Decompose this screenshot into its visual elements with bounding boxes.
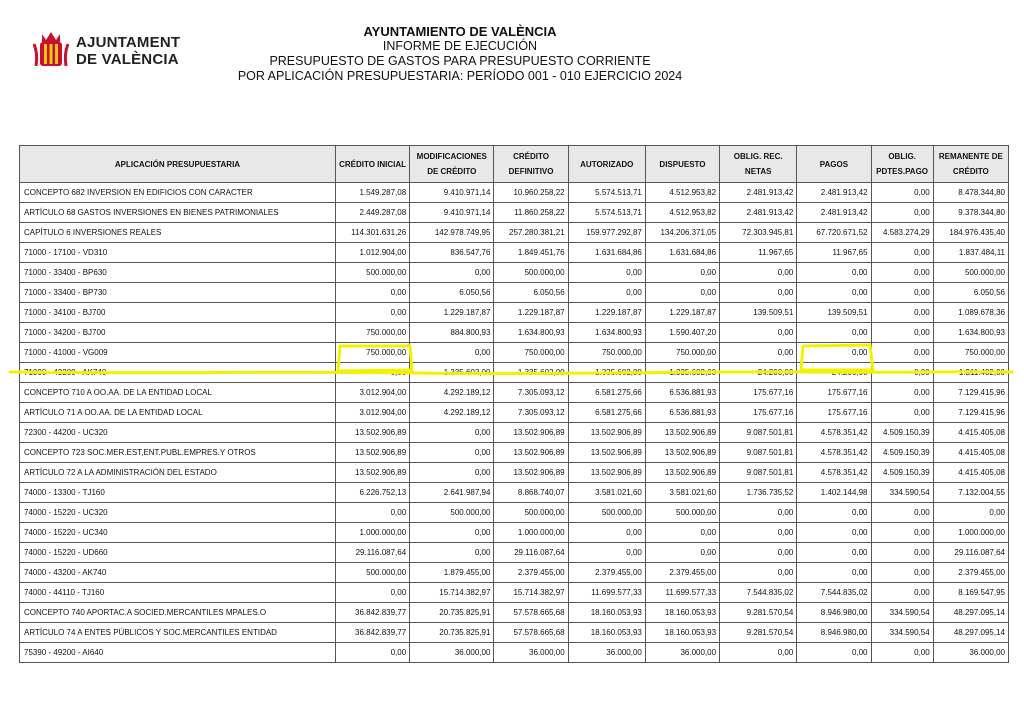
amount-cell: 0,00: [568, 283, 645, 303]
amount-cell: 0,00: [335, 283, 409, 303]
amount-cell: 1.879.455,00: [410, 563, 494, 583]
amount-cell: 0,00: [871, 563, 933, 583]
table-row: [20, 483, 1009, 503]
amount-cell: 0,00: [410, 263, 494, 283]
budget-application-cell: 74000 - 13300 - TJ160: [20, 483, 336, 503]
amount-cell: 48.297.095,14: [933, 603, 1008, 623]
budget-application-cell: ARTÍCULO 74 A ENTES PÚBLICOS Y SOC.MERCANTILES ENTIDAD: [20, 623, 336, 643]
amount-cell: 334.590,54: [871, 623, 933, 643]
budget-application-cell: 72300 - 44200 - UC320: [20, 423, 336, 443]
amount-cell: 1.634.800,93: [568, 323, 645, 343]
amount-cell: 7.129.415,96: [933, 383, 1008, 403]
amount-cell: 15.714.382,97: [494, 583, 568, 603]
table-row: [20, 383, 1009, 403]
amount-cell: 18.160.053,93: [568, 603, 645, 623]
report-period-line: POR APLICACIÓN PRESUPUESTARIA: PERÍODO 001 - 010 EJERCICIO 2024: [237, 69, 683, 83]
amount-cell: 0,00: [797, 323, 871, 343]
amount-cell: 0,00: [335, 503, 409, 523]
amount-cell: 6.581.275,66: [568, 383, 645, 403]
amount-cell: 72.303.945,81: [720, 223, 797, 243]
amount-cell: 0,00: [410, 543, 494, 563]
table-row: [20, 643, 1009, 663]
amount-cell: 13.502.906,89: [645, 423, 719, 443]
amount-cell: 24.200,00: [797, 363, 871, 383]
amount-cell: 9.378.344,80: [933, 203, 1008, 223]
budget-application-cell: CONCEPTO 723 SOC.MER.EST,ENT.PUBL.EMPRES.Y OTROS: [20, 443, 336, 463]
amount-cell: 750.000,00: [568, 343, 645, 363]
amount-cell: 1.229.187,87: [494, 303, 568, 323]
table-row: [20, 443, 1009, 463]
amount-cell: 750.000,00: [645, 343, 719, 363]
amount-cell: 9.087.501,81: [720, 423, 797, 443]
amount-cell: 0,00: [797, 343, 871, 363]
amount-cell: 57.578.665,68: [494, 603, 568, 623]
amount-cell: 2.449.287,08: [335, 203, 409, 223]
amount-cell: 18.160.053,93: [645, 603, 719, 623]
table-row: [20, 423, 1009, 443]
amount-cell: 1.849.451,76: [494, 243, 568, 263]
budget-application-cell: 71000 - 17100 - VD310: [20, 243, 336, 263]
amount-cell: 0,00: [871, 243, 933, 263]
amount-cell: 0,00: [335, 363, 409, 383]
amount-cell: 0,00: [797, 523, 871, 543]
amount-cell: 1.000.000,00: [494, 523, 568, 543]
budget-application-cell: CONCEPTO 710 A OO.AA. DE LA ENTIDAD LOCAL: [20, 383, 336, 403]
amount-cell: 0,00: [410, 463, 494, 483]
amount-cell: 500.000,00: [494, 263, 568, 283]
table-row: [20, 343, 1009, 363]
amount-cell: 1.335.602,00: [568, 363, 645, 383]
amount-cell: 36.000,00: [568, 643, 645, 663]
amount-cell: 1.229.187,87: [410, 303, 494, 323]
amount-cell: 29.116.087,64: [933, 543, 1008, 563]
amount-cell: 334.590,54: [871, 603, 933, 623]
column-header: PAGOS: [797, 146, 871, 183]
amount-cell: 0,00: [797, 503, 871, 523]
amount-cell: 1.837.484,11: [933, 243, 1008, 263]
amount-cell: 0,00: [335, 643, 409, 663]
budget-application-cell: CONCEPTO 682 INVERSION EN EDIFICIOS CON CARACTER: [20, 183, 336, 203]
table-row: [20, 323, 1009, 343]
amount-cell: 1.000.000,00: [335, 523, 409, 543]
amount-cell: 13.502.906,89: [335, 443, 409, 463]
amount-cell: 5.574.513,71: [568, 183, 645, 203]
amount-cell: 0,00: [720, 563, 797, 583]
amount-cell: 2.481.913,42: [720, 203, 797, 223]
amount-cell: 4.509.150,39: [871, 443, 933, 463]
amount-cell: 9.410.971,14: [410, 183, 494, 203]
amount-cell: 7.544.835,02: [720, 583, 797, 603]
budget-application-cell: ARTÍCULO 72 A LA ADMINISTRACIÓN DEL ESTADO: [20, 463, 336, 483]
amount-cell: 4.292.189,12: [410, 383, 494, 403]
report-subtitle: INFORME DE EJECUCIÓN: [382, 39, 538, 53]
amount-cell: 18.160.053,93: [568, 623, 645, 643]
amount-cell: 13.502.906,89: [568, 443, 645, 463]
column-header: APLICACIÓN PRESUPUESTARIA: [20, 146, 336, 183]
amount-cell: 0,00: [568, 263, 645, 283]
amount-cell: 0,00: [410, 443, 494, 463]
amount-cell: 0,00: [871, 383, 933, 403]
logo-text-line2: DE VALÈNCIA: [76, 51, 179, 68]
amount-cell: 0,00: [645, 523, 719, 543]
amount-cell: 1.631.684,86: [645, 243, 719, 263]
table-row: [20, 283, 1009, 303]
amount-cell: 2.481.913,42: [797, 183, 871, 203]
report-header: [200, 24, 720, 84]
amount-cell: 0,00: [797, 263, 871, 283]
amount-cell: 0,00: [335, 303, 409, 323]
budget-application-cell: 74000 - 44110 - TJ160: [20, 583, 336, 603]
amount-cell: 13.502.906,89: [568, 463, 645, 483]
amount-cell: 0,00: [797, 543, 871, 563]
amount-cell: 500.000,00: [335, 563, 409, 583]
amount-cell: 7.544.835,02: [797, 583, 871, 603]
amount-cell: 20.735.825,91: [410, 623, 494, 643]
amount-cell: 1.335.602,00: [494, 363, 568, 383]
amount-cell: 0,00: [720, 503, 797, 523]
amount-cell: 1.229.187,87: [568, 303, 645, 323]
amount-cell: 8.868.740,07: [494, 483, 568, 503]
amount-cell: 1.335.602,00: [645, 363, 719, 383]
amount-cell: 1.549.287,08: [335, 183, 409, 203]
amount-cell: 750.000,00: [335, 343, 409, 363]
amount-cell: 4.578.351,42: [797, 423, 871, 443]
amount-cell: 13.502.906,89: [494, 443, 568, 463]
amount-cell: 9.087.501,81: [720, 463, 797, 483]
budget-application-cell: 71000 - 33400 - BP630: [20, 263, 336, 283]
amount-cell: 1.012.904,00: [335, 243, 409, 263]
amount-cell: 0,00: [871, 403, 933, 423]
amount-cell: 18.160.053,93: [645, 623, 719, 643]
amount-cell: 175.677,16: [720, 403, 797, 423]
amount-cell: 0,00: [645, 543, 719, 563]
amount-cell: 750.000,00: [335, 323, 409, 343]
amount-cell: 4.512.953,82: [645, 183, 719, 203]
amount-cell: 0,00: [720, 523, 797, 543]
amount-cell: 2.379.455,00: [645, 563, 719, 583]
amount-cell: 24.200,00: [720, 363, 797, 383]
amount-cell: 0,00: [720, 283, 797, 303]
column-header: DISPUESTO: [645, 146, 719, 183]
amount-cell: 500.000,00: [645, 503, 719, 523]
budget-application-cell: CONCEPTO 740 APORTAC.A SOCIED.MERCANTILES MPALES.O: [20, 603, 336, 623]
budget-application-cell: 74000 - 15220 - UC320: [20, 503, 336, 523]
amount-cell: 884.800,93: [410, 323, 494, 343]
amount-cell: 0,00: [720, 643, 797, 663]
amount-cell: 1.335.602,00: [410, 363, 494, 383]
amount-cell: 3.012.904,00: [335, 383, 409, 403]
amount-cell: 13.502.906,89: [568, 423, 645, 443]
amount-cell: 0,00: [871, 263, 933, 283]
report-title: AYUNTAMIENTO DE VALÈNCIA: [363, 24, 557, 39]
amount-cell: 36.000,00: [645, 643, 719, 663]
amount-cell: 4.292.189,12: [410, 403, 494, 423]
amount-cell: 0,00: [645, 263, 719, 283]
amount-cell: 1.736.735,52: [720, 483, 797, 503]
coat-of-arms-icon: [32, 30, 70, 72]
column-header: OBLIG. PDTES.PAGO: [871, 146, 933, 183]
amount-cell: 36.842.839,77: [335, 623, 409, 643]
amount-cell: 7.305.093,12: [494, 403, 568, 423]
amount-cell: 4.583.274,29: [871, 223, 933, 243]
amount-cell: 175.677,16: [797, 383, 871, 403]
budget-application-cell: ARTÍCULO 71 A OO.AA. DE LA ENTIDAD LOCAL: [20, 403, 336, 423]
amount-cell: 750.000,00: [933, 343, 1008, 363]
amount-cell: 9.281.570,54: [720, 603, 797, 623]
amount-cell: 0,00: [568, 543, 645, 563]
table-header-row: [20, 146, 1009, 183]
table-row: [20, 183, 1009, 203]
amount-cell: 36.842.839,77: [335, 603, 409, 623]
table-body: [20, 183, 1009, 663]
amount-cell: 10.960.258,22: [494, 183, 568, 203]
budget-application-cell: ARTÍCULO 68 GASTOS INVERSIONES EN BIENES PATRIMONIALES: [20, 203, 336, 223]
amount-cell: 4.415.405,08: [933, 423, 1008, 443]
amount-cell: 114.301.631,26: [335, 223, 409, 243]
amount-cell: 500.000,00: [494, 503, 568, 523]
amount-cell: 0,00: [871, 343, 933, 363]
column-header: OBLIG. REC. NETAS: [720, 146, 797, 183]
table-row: [20, 243, 1009, 263]
amount-cell: 4.509.150,39: [871, 463, 933, 483]
amount-cell: 2.379.455,00: [494, 563, 568, 583]
table-row: [20, 583, 1009, 603]
amount-cell: 6.050,56: [933, 283, 1008, 303]
amount-cell: 0,00: [645, 283, 719, 303]
amount-cell: 6.536.881,93: [645, 383, 719, 403]
amount-cell: 13.502.906,89: [645, 443, 719, 463]
amount-cell: 257.280.381,21: [494, 223, 568, 243]
amount-cell: 1.089.678,36: [933, 303, 1008, 323]
amount-cell: 3.581.021,60: [645, 483, 719, 503]
table-row: [20, 363, 1009, 383]
amount-cell: 159.977.292,87: [568, 223, 645, 243]
budget-application-cell: 74000 - 43200 - AK740: [20, 563, 336, 583]
budget-application-cell: 75390 - 49200 - AI640: [20, 643, 336, 663]
table-row: [20, 543, 1009, 563]
amount-cell: 6.050,56: [494, 283, 568, 303]
amount-cell: 29.116.087,64: [335, 543, 409, 563]
amount-cell: 3.012.904,00: [335, 403, 409, 423]
amount-cell: 0,00: [871, 503, 933, 523]
amount-cell: 6.536.881,93: [645, 403, 719, 423]
amount-cell: 134.206.371,05: [645, 223, 719, 243]
amount-cell: 142.978.749,95: [410, 223, 494, 243]
amount-cell: 0,00: [720, 263, 797, 283]
amount-cell: 9.410.971,14: [410, 203, 494, 223]
amount-cell: 184.976.435,40: [933, 223, 1008, 243]
amount-cell: 8.946.980,00: [797, 603, 871, 623]
column-header: REMANENTE DE CRÉDITO: [933, 146, 1008, 183]
amount-cell: 2.481.913,42: [797, 203, 871, 223]
amount-cell: 1.402.144,98: [797, 483, 871, 503]
budget-application-cell: 71000 - 34200 - BJ700: [20, 323, 336, 343]
amount-cell: 0,00: [410, 343, 494, 363]
table-row: [20, 523, 1009, 543]
amount-cell: 4.578.351,42: [797, 463, 871, 483]
amount-cell: 1.000.000,00: [933, 523, 1008, 543]
amount-cell: 0,00: [871, 303, 933, 323]
amount-cell: 836.547,76: [410, 243, 494, 263]
amount-cell: 0,00: [410, 423, 494, 443]
amount-cell: 0,00: [568, 523, 645, 543]
amount-cell: 9.087.501,81: [720, 443, 797, 463]
report-budget-line: PRESUPUESTO DE GASTOS PARA PRESUPUESTO CORRIENTE: [269, 54, 651, 68]
amount-cell: 0,00: [797, 643, 871, 663]
amount-cell: 13.502.906,89: [494, 463, 568, 483]
amount-cell: 0,00: [871, 643, 933, 663]
table-row: [20, 263, 1009, 283]
amount-cell: 0,00: [933, 503, 1008, 523]
amount-cell: 0,00: [720, 543, 797, 563]
amount-cell: 13.502.906,89: [335, 463, 409, 483]
amount-cell: 4.415.405,08: [933, 443, 1008, 463]
amount-cell: 0,00: [871, 363, 933, 383]
amount-cell: 0,00: [797, 563, 871, 583]
amount-cell: 0,00: [871, 323, 933, 343]
amount-cell: 1.631.684,86: [568, 243, 645, 263]
amount-cell: 175.677,16: [797, 403, 871, 423]
amount-cell: 11.967,65: [720, 243, 797, 263]
table-row: [20, 503, 1009, 523]
table-row: [20, 223, 1009, 243]
amount-cell: 6.050,56: [410, 283, 494, 303]
table-row: [20, 403, 1009, 423]
table-row: [20, 203, 1009, 223]
ajuntament-logo: [30, 30, 180, 72]
amount-cell: 13.502.906,89: [335, 423, 409, 443]
amount-cell: 4.415.405,08: [933, 463, 1008, 483]
amount-cell: 175.677,16: [720, 383, 797, 403]
amount-cell: 1.634.800,93: [494, 323, 568, 343]
amount-cell: 1.590.407,20: [645, 323, 719, 343]
amount-cell: 8.946.980,00: [797, 623, 871, 643]
budget-execution-table: [19, 145, 1009, 663]
amount-cell: 4.512.953,82: [645, 203, 719, 223]
budget-application-cell: CAPÍTULO 6 INVERSIONES REALES: [20, 223, 336, 243]
table-row: [20, 303, 1009, 323]
column-header: CRÉDITO INICIAL: [335, 146, 409, 183]
table-row: [20, 463, 1009, 483]
amount-cell: 8.169.547,95: [933, 583, 1008, 603]
amount-cell: 2.641.987,94: [410, 483, 494, 503]
amount-cell: 4.578.351,42: [797, 443, 871, 463]
budget-application-cell: 71000 - 43200 - AK740: [20, 363, 336, 383]
amount-cell: 5.574.513,71: [568, 203, 645, 223]
budget-application-cell: 71000 - 34100 - BJ700: [20, 303, 336, 323]
column-header: MODIFICACIONES DE CRÉDITO: [410, 146, 494, 183]
logo-text-line1: AJUNTAMENT: [76, 34, 181, 51]
amount-cell: 48.297.095,14: [933, 623, 1008, 643]
amount-cell: 57.578.665,68: [494, 623, 568, 643]
amount-cell: 500.000,00: [335, 263, 409, 283]
amount-cell: 1.634.800,93: [933, 323, 1008, 343]
amount-cell: 1.311.402,00: [933, 363, 1008, 383]
amount-cell: 139.509,51: [797, 303, 871, 323]
amount-cell: 7.129.415,96: [933, 403, 1008, 423]
amount-cell: 139.509,51: [720, 303, 797, 323]
amount-cell: 36.000,00: [494, 643, 568, 663]
budget-application-cell: 74000 - 15220 - UD660: [20, 543, 336, 563]
amount-cell: 36.000,00: [410, 643, 494, 663]
amount-cell: 0,00: [720, 343, 797, 363]
column-header: AUTORIZADO: [568, 146, 645, 183]
amount-cell: 0,00: [871, 283, 933, 303]
amount-cell: 4.509.150,39: [871, 423, 933, 443]
budget-application-cell: 71000 - 33400 - BP730: [20, 283, 336, 303]
amount-cell: 2.379.455,00: [568, 563, 645, 583]
column-header: CRÉDITO DEFINITIVO: [494, 146, 568, 183]
amount-cell: 500.000,00: [933, 263, 1008, 283]
table-row: [20, 603, 1009, 623]
amount-cell: 0,00: [335, 583, 409, 603]
amount-cell: 6.226.752,13: [335, 483, 409, 503]
amount-cell: 9.281.570,54: [720, 623, 797, 643]
amount-cell: 334.590,54: [871, 483, 933, 503]
amount-cell: 0,00: [871, 523, 933, 543]
amount-cell: 11.699.577,33: [568, 583, 645, 603]
amount-cell: 0,00: [410, 523, 494, 543]
amount-cell: 36.000,00: [933, 643, 1008, 663]
amount-cell: 0,00: [871, 183, 933, 203]
budget-application-cell: 74000 - 15220 - UC340: [20, 523, 336, 543]
amount-cell: 67.720.671,52: [797, 223, 871, 243]
amount-cell: 3.581.021,60: [568, 483, 645, 503]
amount-cell: 2.481.913,42: [720, 183, 797, 203]
amount-cell: 0,00: [871, 203, 933, 223]
amount-cell: 7.132.004,55: [933, 483, 1008, 503]
amount-cell: 15.714.382,97: [410, 583, 494, 603]
amount-cell: 0,00: [720, 323, 797, 343]
table-row: [20, 563, 1009, 583]
amount-cell: 0,00: [871, 543, 933, 563]
amount-cell: 13.502.906,89: [494, 423, 568, 443]
amount-cell: 29.116.087,64: [494, 543, 568, 563]
amount-cell: 20.735.825,91: [410, 603, 494, 623]
table-row: [20, 623, 1009, 643]
amount-cell: 11.699.577,33: [645, 583, 719, 603]
amount-cell: 500.000,00: [568, 503, 645, 523]
amount-cell: 13.502.906,89: [645, 463, 719, 483]
amount-cell: 6.581.275,66: [568, 403, 645, 423]
amount-cell: 0,00: [797, 283, 871, 303]
amount-cell: 11.967,65: [797, 243, 871, 263]
amount-cell: 8.478.344,80: [933, 183, 1008, 203]
amount-cell: 2.379.455,00: [933, 563, 1008, 583]
amount-cell: 750.000,00: [494, 343, 568, 363]
budget-application-cell: 71000 - 41000 - VG009: [20, 343, 336, 363]
amount-cell: 7.305.093,12: [494, 383, 568, 403]
amount-cell: 0,00: [871, 583, 933, 603]
amount-cell: 11.860.258,22: [494, 203, 568, 223]
amount-cell: 500.000,00: [410, 503, 494, 523]
amount-cell: 1.229.187,87: [645, 303, 719, 323]
